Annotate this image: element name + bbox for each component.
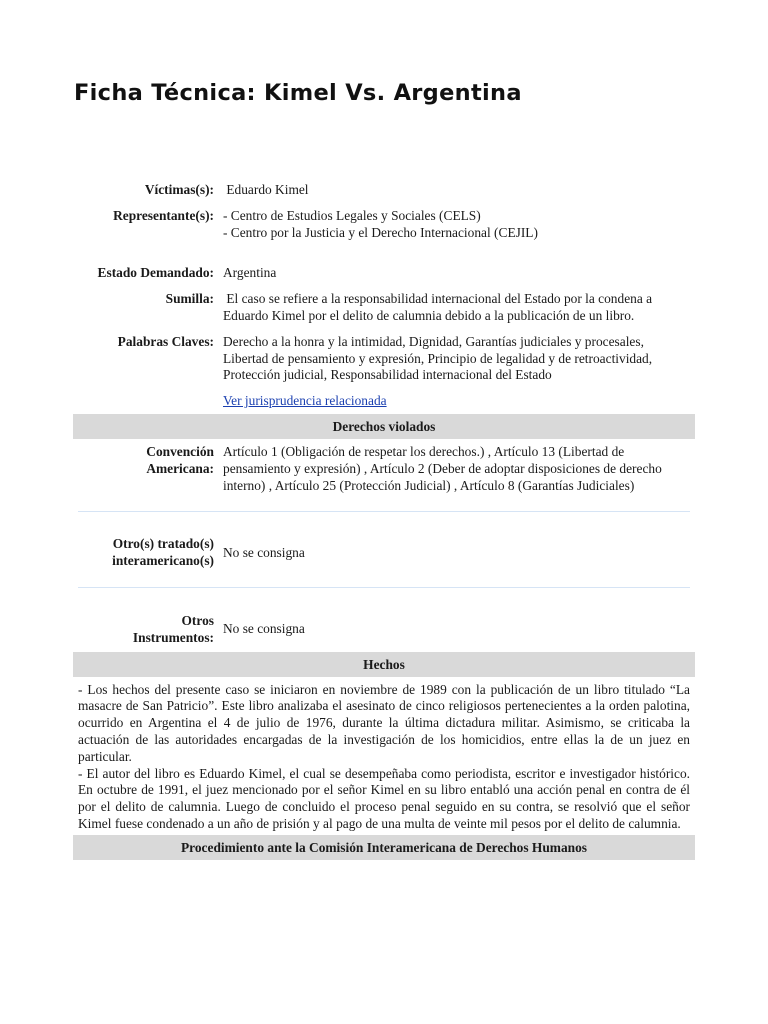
other-instruments-value: No se consigna [223,621,305,637]
keywords-label: Palabras Claves: [117,333,214,349]
summary-value: El caso se refiere a la responsabilidad internacional del Estado por la condena a Eduardo Kimel por el delito de calumnia debido a la publicación de un libro. [223,291,656,323]
respondent-state-value: Argentina [223,265,277,281]
representatives-value [223,208,695,242]
divider [78,587,690,588]
convention-row [73,444,695,494]
respondent-state-row [73,265,695,282]
convention-value: Artículo 1 (Obligación de respetar los derechos.) , Artículo 13 (Libertad de pensamiento y expresión) , Artículo 2 (Deber de adoptar disposiciones de derecho interno) , Artículo 25 (Protección Judicial) , Artículo 8 (Garantías Judiciales) [223,443,662,493]
divider [78,511,690,512]
summary-label: Sumilla: [165,291,214,307]
case-sheet [73,178,695,860]
representative-item: - Centro por la Justicia y el Derecho Internacional (CEJIL) [223,224,538,240]
commission-procedure-header: Procedimiento ante la Comisión Interamericana de Derechos Humanos [73,835,695,860]
respondent-state-label: Estado Demandado: [97,265,214,281]
facts-text [73,682,695,833]
other-instruments-row [73,613,695,647]
representative-item: - Centro de Estudios Legales y Sociales (CELS) [223,207,481,223]
other-treaties-row [73,536,695,570]
other-instruments-label: Otros Instrumentos: [132,612,214,645]
violated-rights-header: Derechos violados [73,414,695,439]
other-treaties-value: No se consigna [223,544,305,560]
convention-label: Convención Americana: [146,443,214,476]
victims-row [73,182,695,199]
related-link-row [73,393,695,410]
victims-value: Eduardo Kimel [223,182,309,197]
page-title: Ficha Técnica: Kimel Vs. Argentina [74,80,522,106]
keywords-row [73,334,695,384]
facts-paragraph: - El autor del libro es Eduardo Kimel, el cual se desempeñaba como periodista, escritor e investigador histórico. En octubre de 1991, el juez mencionado por el señor Kimel en su libro entabló una acción penal en contra de él por el delito de calumnia. Luego de concluido el proceso penal seguido en su contra, se resolvió que el señor Kimel fuese condenado a un año de prisión y al pago de una multa de veinte mil pesos por el delito de calumnia. [78,765,690,831]
representatives-label: Representante(s): [113,207,214,223]
facts-paragraph: - Los hechos del presente caso se iniciaron en noviembre de 1989 con la publicación de un libro titulado “La masacre de San Patricio”. Este libro analizaba el asesinato de cinco religiosos pertenecientes a la orden palotina, ocurrido en Argentina el 4 de julio de 1976, durante la última dictadura militar. Asimismo, se criticaba la actuación de las autoridades encargadas de la investigación de los homicidios, entre ellas la de un juez en particular. [78,681,690,764]
keywords-value: Derecho a la honra y la intimidad, Dignidad, Garantías judiciales y procesales, Libertad de pensamiento y expresión, Principio de legalidad y de retroactividad, Protección judicial, Responsabilidad internacional del Estado [223,333,653,383]
summary-row [73,291,695,325]
other-treaties-label: Otro(s) tratado(s) interamericano(s) [112,536,214,569]
victims-label: Víctimas(s): [144,182,214,197]
facts-header: Hechos [73,652,695,677]
representatives-row [73,208,695,242]
related-jurisprudence-link[interactable]: Ver jurisprudencia relacionada [223,393,387,409]
